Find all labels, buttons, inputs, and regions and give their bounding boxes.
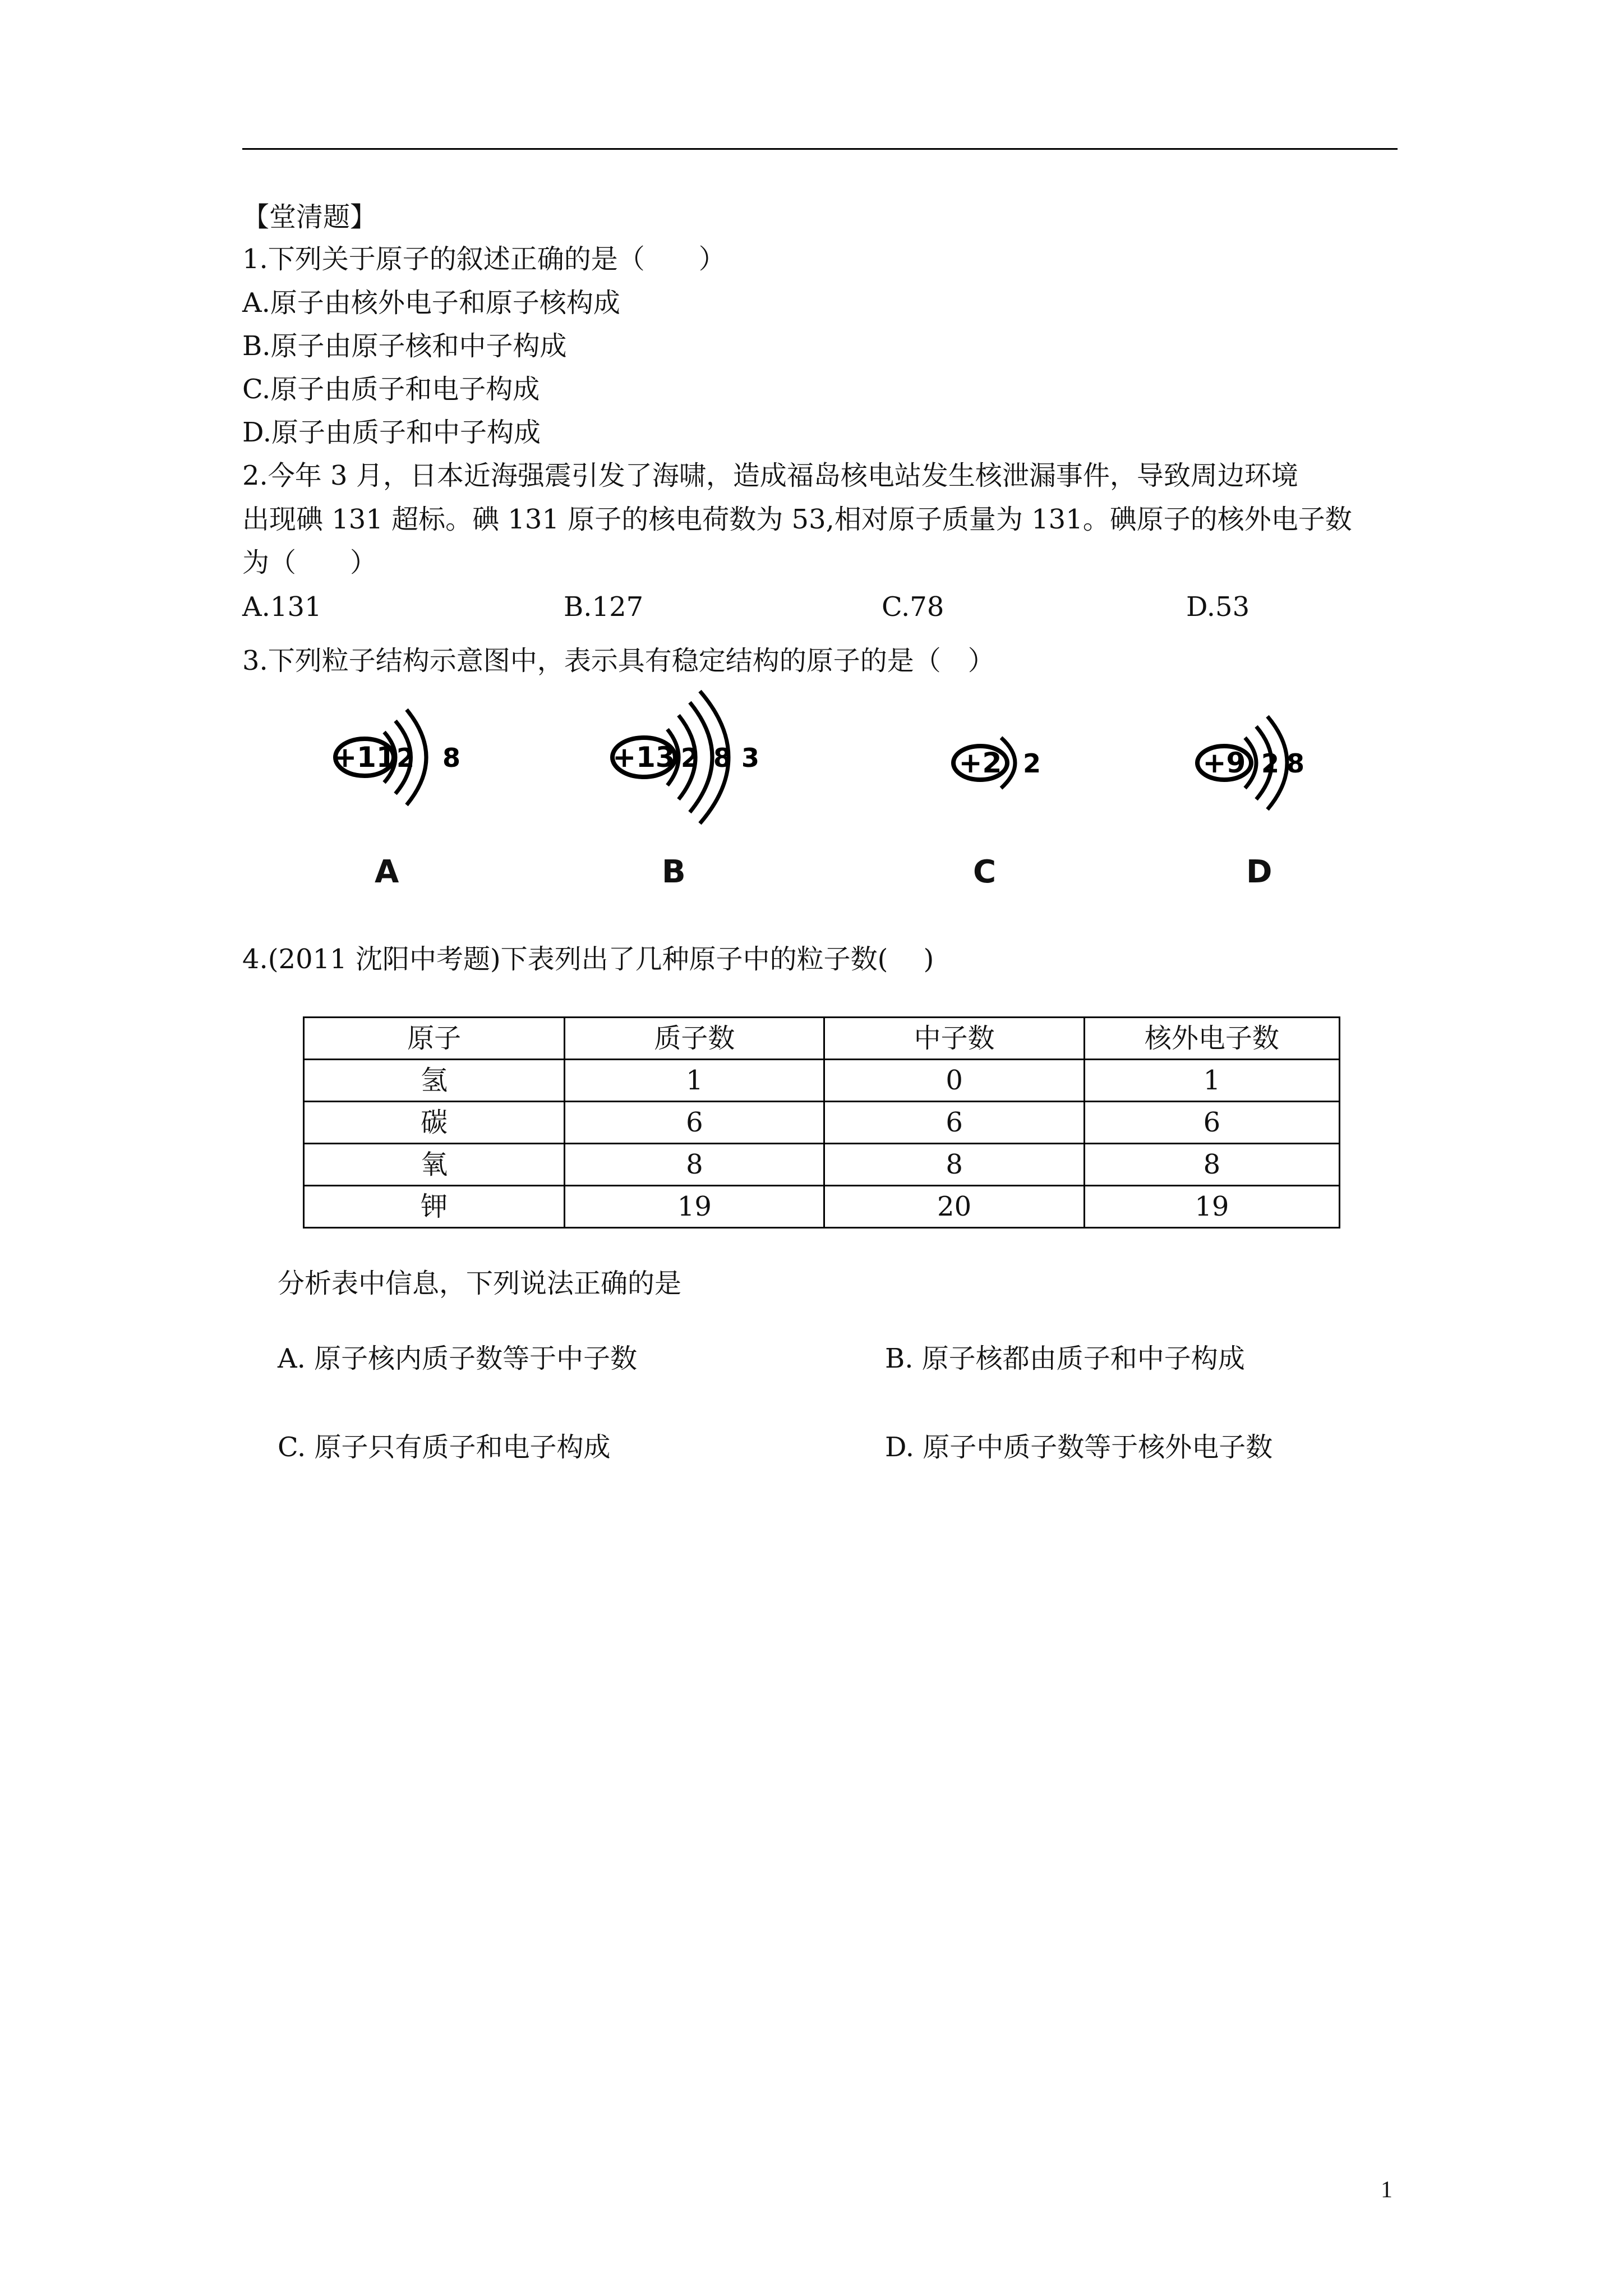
table-cell: 8 (824, 1144, 1084, 1186)
q1-option-a: A.原子由核外电子和原子核构成 (242, 287, 620, 319)
q4-stem: 4.(2011 沈阳中考题)下表列出了几种原子中的粒子数( ) (242, 944, 934, 975)
table-cell: 钾 (304, 1186, 565, 1228)
table-cell: 6 (565, 1102, 824, 1144)
atom-a-shell-2: 8 (442, 743, 461, 773)
atom-b-shell-3: 3 (741, 743, 760, 773)
table-cell: 20 (824, 1186, 1084, 1228)
atom-c-label: C (973, 854, 997, 890)
atom-a-shell-1: 2 (396, 743, 415, 773)
q1-option-c: C.原子由质子和电子构成 (242, 374, 540, 405)
q2-option-a: A.131 (242, 591, 322, 623)
atom-b-shell-1: 2 (680, 743, 699, 773)
table-header: 中子数 (824, 1018, 1084, 1060)
q4-option-d: D. 原子中质子数等于核外电子数 (885, 1432, 1273, 1463)
atom-diagram-d (1192, 715, 1326, 811)
atom-a-label: A (375, 854, 399, 890)
table-cell: 0 (824, 1060, 1084, 1102)
atom-c-nucleus: +2 (958, 747, 1002, 779)
table-header-row (304, 1018, 1340, 1060)
atom-d-label: D (1246, 854, 1272, 890)
table-cell: 碳 (304, 1102, 565, 1144)
table-cell: 19 (1084, 1186, 1339, 1228)
q2-stem-line-2: 出现碘 131 超标。碘 131 原子的核电荷数为 53,相对原子质量为 131。碘原子的核外电子数 (242, 504, 1352, 535)
q2-stem-line-3: 为（ ） (242, 547, 377, 578)
table-row (304, 1144, 1340, 1186)
table-cell: 氧 (304, 1144, 565, 1186)
q1-option-b: B.原子由原子核和中子构成 (242, 330, 567, 362)
table-row (304, 1186, 1340, 1228)
atom-b-nucleus: +13 (612, 741, 675, 774)
atom-diagram-b (606, 690, 785, 825)
atom-d-shell-1: 2 (1261, 748, 1280, 779)
q2-stem-line-1: 2.今年 3 月，日本近海强震引发了海啸，造成福岛核电站发生核泄漏事件，导致周边环境 (242, 460, 1298, 491)
table-cell: 氢 (304, 1060, 565, 1102)
q4-option-c: C. 原子只有质子和电子构成 (278, 1432, 611, 1463)
q2-option-b: B.127 (564, 591, 644, 623)
page-number: 1 (1381, 2177, 1393, 2203)
q4-question: 分析表中信息，下列说法正确的是 (278, 1268, 682, 1299)
atom-b-shell-2: 8 (713, 743, 732, 773)
atom-d-shell-2: 8 (1286, 748, 1305, 779)
q4-option-b: B. 原子核都由质子和中子构成 (885, 1343, 1245, 1374)
table-row (304, 1060, 1340, 1102)
table-cell: 6 (1084, 1102, 1339, 1144)
section-title: 【堂清题】 (242, 201, 377, 233)
atom-c-shell-1: 2 (1022, 748, 1041, 779)
q1-stem: 1.下列关于原子的叙述正确的是（ ） (242, 243, 726, 275)
table-header: 原子 (304, 1018, 565, 1060)
table-row (304, 1102, 1340, 1144)
table-cell: 8 (1084, 1144, 1339, 1186)
q2-option-d: D.53 (1186, 591, 1250, 623)
q3-stem: 3.下列粒子结构示意图中，表示具有稳定结构的原子的是（ ） (242, 645, 995, 677)
table-header: 质子数 (565, 1018, 824, 1060)
header-rule (242, 148, 1398, 150)
atom-diagram-c (948, 729, 1060, 797)
atom-a-nucleus: +11 (333, 741, 396, 774)
table-cell: 6 (824, 1102, 1084, 1144)
table-cell: 8 (565, 1144, 824, 1186)
table-cell: 1 (565, 1060, 824, 1102)
q4-option-a: A. 原子核内质子数等于中子数 (278, 1343, 638, 1374)
q2-option-c: C.78 (882, 591, 944, 623)
table-cell: 19 (565, 1186, 824, 1228)
table-cell: 1 (1084, 1060, 1339, 1102)
atom-d-nucleus: +9 (1202, 747, 1246, 779)
particle-table (303, 1016, 1340, 1228)
atom-b-label: B (662, 854, 686, 890)
q1-option-d: D.原子由质子和中子构成 (242, 417, 541, 448)
atom-diagram-a (331, 704, 477, 811)
table-header: 核外电子数 (1084, 1018, 1339, 1060)
